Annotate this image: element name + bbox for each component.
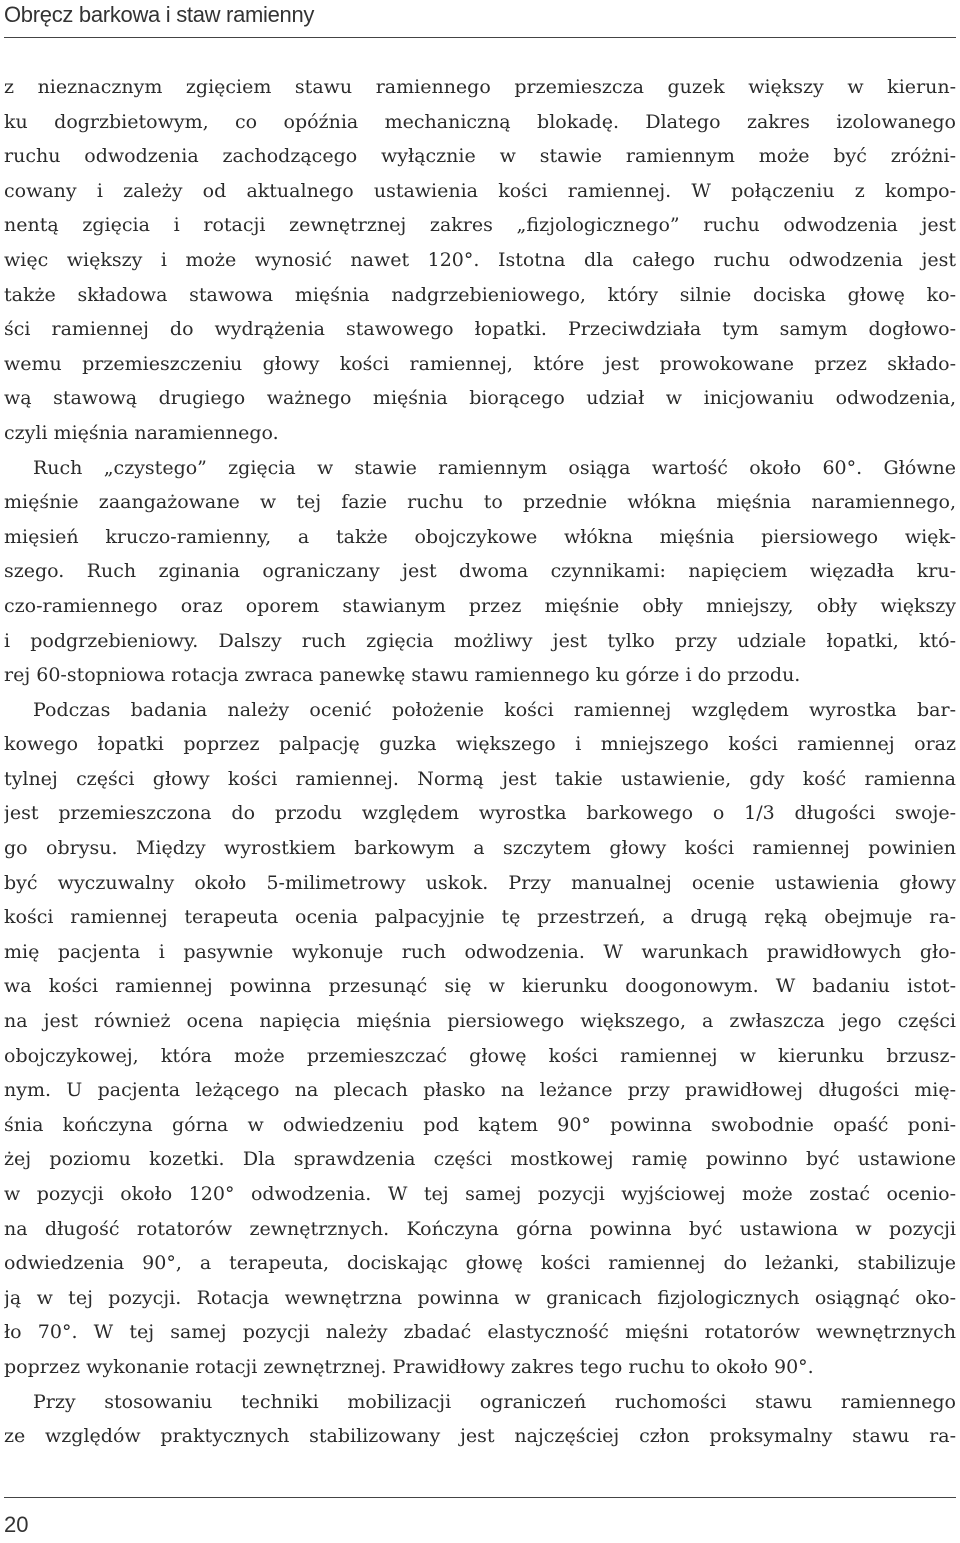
text-line: Przy stosowaniu techniki mobilizacji ograniczeń ruchomości stawu ramiennego — [33, 1390, 956, 1413]
text-line: czo-ramiennego oraz oporem stawianym przez mięśnie obły mniejszy, obły większy — [4, 594, 956, 617]
text-line: na długość rotatorów zewnętrznych. Kończyna górna powinna być ustawiona w pozycji — [4, 1217, 956, 1240]
text-line: wemu przemieszczeniu głowy kości ramiennej, które jest prowokowane przez składo- — [4, 352, 956, 375]
text-line: jest przemieszczona do przodu względem wyrostka barkowego o 1/3 długości swoje- — [4, 802, 956, 825]
text-line: więc większy i może wynosić nawet 120°. Istotna dla całego ruchu odwodzenia jest — [4, 248, 956, 271]
text-line: żej poziomu kozetki. Dla sprawdzenia części mostkowej ramię powinno być ustawione — [4, 1148, 956, 1171]
text-line: mięśnie zaangażowane w tej fazie ruchu to przednie włókna mięśnia naramiennego, — [4, 491, 956, 514]
text-line: być wyczuwalny około 5-milimetrowy uskok. Przy manualnej ocenie ustawienia głowy — [4, 871, 956, 894]
text-line: nentą zgięcia i rotacji zewnętrznej zakres „fizjologicznego” ruchu odwodzenia jest — [4, 214, 956, 237]
text-line: Ruch „czystego” zgięcia w stawie ramiennym osiąga wartość około 60°. Główne — [33, 456, 956, 479]
running-head-title: Obręcz barkowa i staw ramienny — [4, 2, 315, 27]
text-line: ruchu odwodzenia zachodzącego wyłącznie w stawie ramiennym może być zróżni- — [4, 145, 956, 168]
text-line: ku dogrzbietowym, co opóźnia mechaniczną blokadę. Dlatego zakres izolowanego — [4, 110, 956, 133]
text-line: ści ramiennej do wydrążenia stawowego łopatki. Przeciwdziała tym samym dogłowo- — [4, 318, 956, 341]
text-line: mięsień kruczo-ramienny, a także obojczykowe włókna mięśnia piersiowego więk- — [4, 525, 956, 548]
text-line: mię pacjenta i pasywnie wykonuje ruch odwodzenia. W warunkach prawidłowych gło- — [4, 940, 956, 963]
text-line: kości ramiennej terapeuta ocenia palpacyjnie tę przestrzeń, a drugą ręką obejmuje ra- — [4, 906, 956, 929]
text-line: wa kości ramiennej powinna przesunąć się w kierunku doogonowym. W badaniu istot- — [4, 975, 956, 998]
body-text — [4, 70, 956, 1454]
text-line: ją w tej pozycji. Rotacja wewnętrzna powinna w granicach fizjologicznych osiągnąć oko- — [4, 1286, 956, 1309]
text-line: wą stawową drugiego ważnego mięśnia biorącego udział w inicjowaniu odwodzenia, — [4, 387, 956, 410]
text-line: Podczas badania należy ocenić położenie kości ramiennej względem wyrostka bar- — [33, 698, 956, 721]
text-line: kowego łopatki poprzez palpację guzka większego i mniejszego kości ramiennej oraz — [4, 733, 956, 756]
text-line: poprzez wykonanie rotacji zewnętrznej. Prawidłowy zakres tego ruchu to około 90°. — [4, 1355, 814, 1378]
text-line: na jest również ocena napięcia mięśnia piersiowego większego, a zwłaszcza jego części — [4, 1010, 956, 1033]
text-line: z nieznacznym zgięciem stawu ramiennego przemieszcza guzek większy w kierun- — [4, 76, 956, 98]
text-line: w pozycji około 120° odwodzenia. W tej samej pozycji wyjściowej może zostać oceniо- — [4, 1183, 956, 1205]
text-line: tylnej części głowy kości ramiennej. Normą jest takie ustawienie, gdy kość ramienna — [4, 767, 956, 790]
text-line: odwiedzenia 90°, a terapeuta, dociskając głowę kości ramiennej do leżanki, stabilizuje — [4, 1252, 956, 1275]
text-line: go obrysu. Między wyrostkiem barkowym a szczytem głowy kości ramiennej powinien — [4, 837, 956, 860]
text-line: ło 70°. W tej samej pozycji należy zbadać elastyczność mięśni rotatorów wewnętrznych — [4, 1321, 956, 1344]
text-line: także składowa stawowa mięśnia nadgrzebieniowego, który silnie dociska głowę ko- — [4, 283, 956, 306]
page-number: 20 — [4, 1512, 29, 1537]
text-line: rej 60-stopniowa rotacja zwraca panewkę stawu ramiennego ku górze i do przodu. — [4, 664, 801, 687]
text-line: obojczykowej, która może przemieszczać głowę kości ramiennej w kierunku brzusz- — [4, 1044, 956, 1067]
text-line: cowany i zależy od aktualnego ustawienia kości ramiennej. W połączeniu z kompo- — [4, 179, 956, 202]
header-rule — [4, 37, 956, 38]
text-line: szego. Ruch zginania ograniczany jest dwoma czynnikami: napięciem więzadła kru- — [4, 560, 956, 583]
text-line: ze względów praktycznych stabilizowany jest najczęściej człon proksymalny stawu ra- — [4, 1425, 956, 1448]
text-line: nym. U pacjenta leżącego na plecach płasko na leżance przy prawidłowej długości mię- — [4, 1079, 956, 1102]
text-line: śnia kończyna górna w odwiedzeniu pod kątem 90° powinna swobodnie opaść poni- — [4, 1113, 956, 1136]
footer-rule — [4, 1497, 956, 1498]
text-line: i podgrzebieniowy. Dalszy ruch zgięcia możliwy jest tylko przy udziale łopatki, któ- — [4, 629, 956, 652]
text-line: czyli mięśnia naramiennego. — [4, 421, 279, 444]
